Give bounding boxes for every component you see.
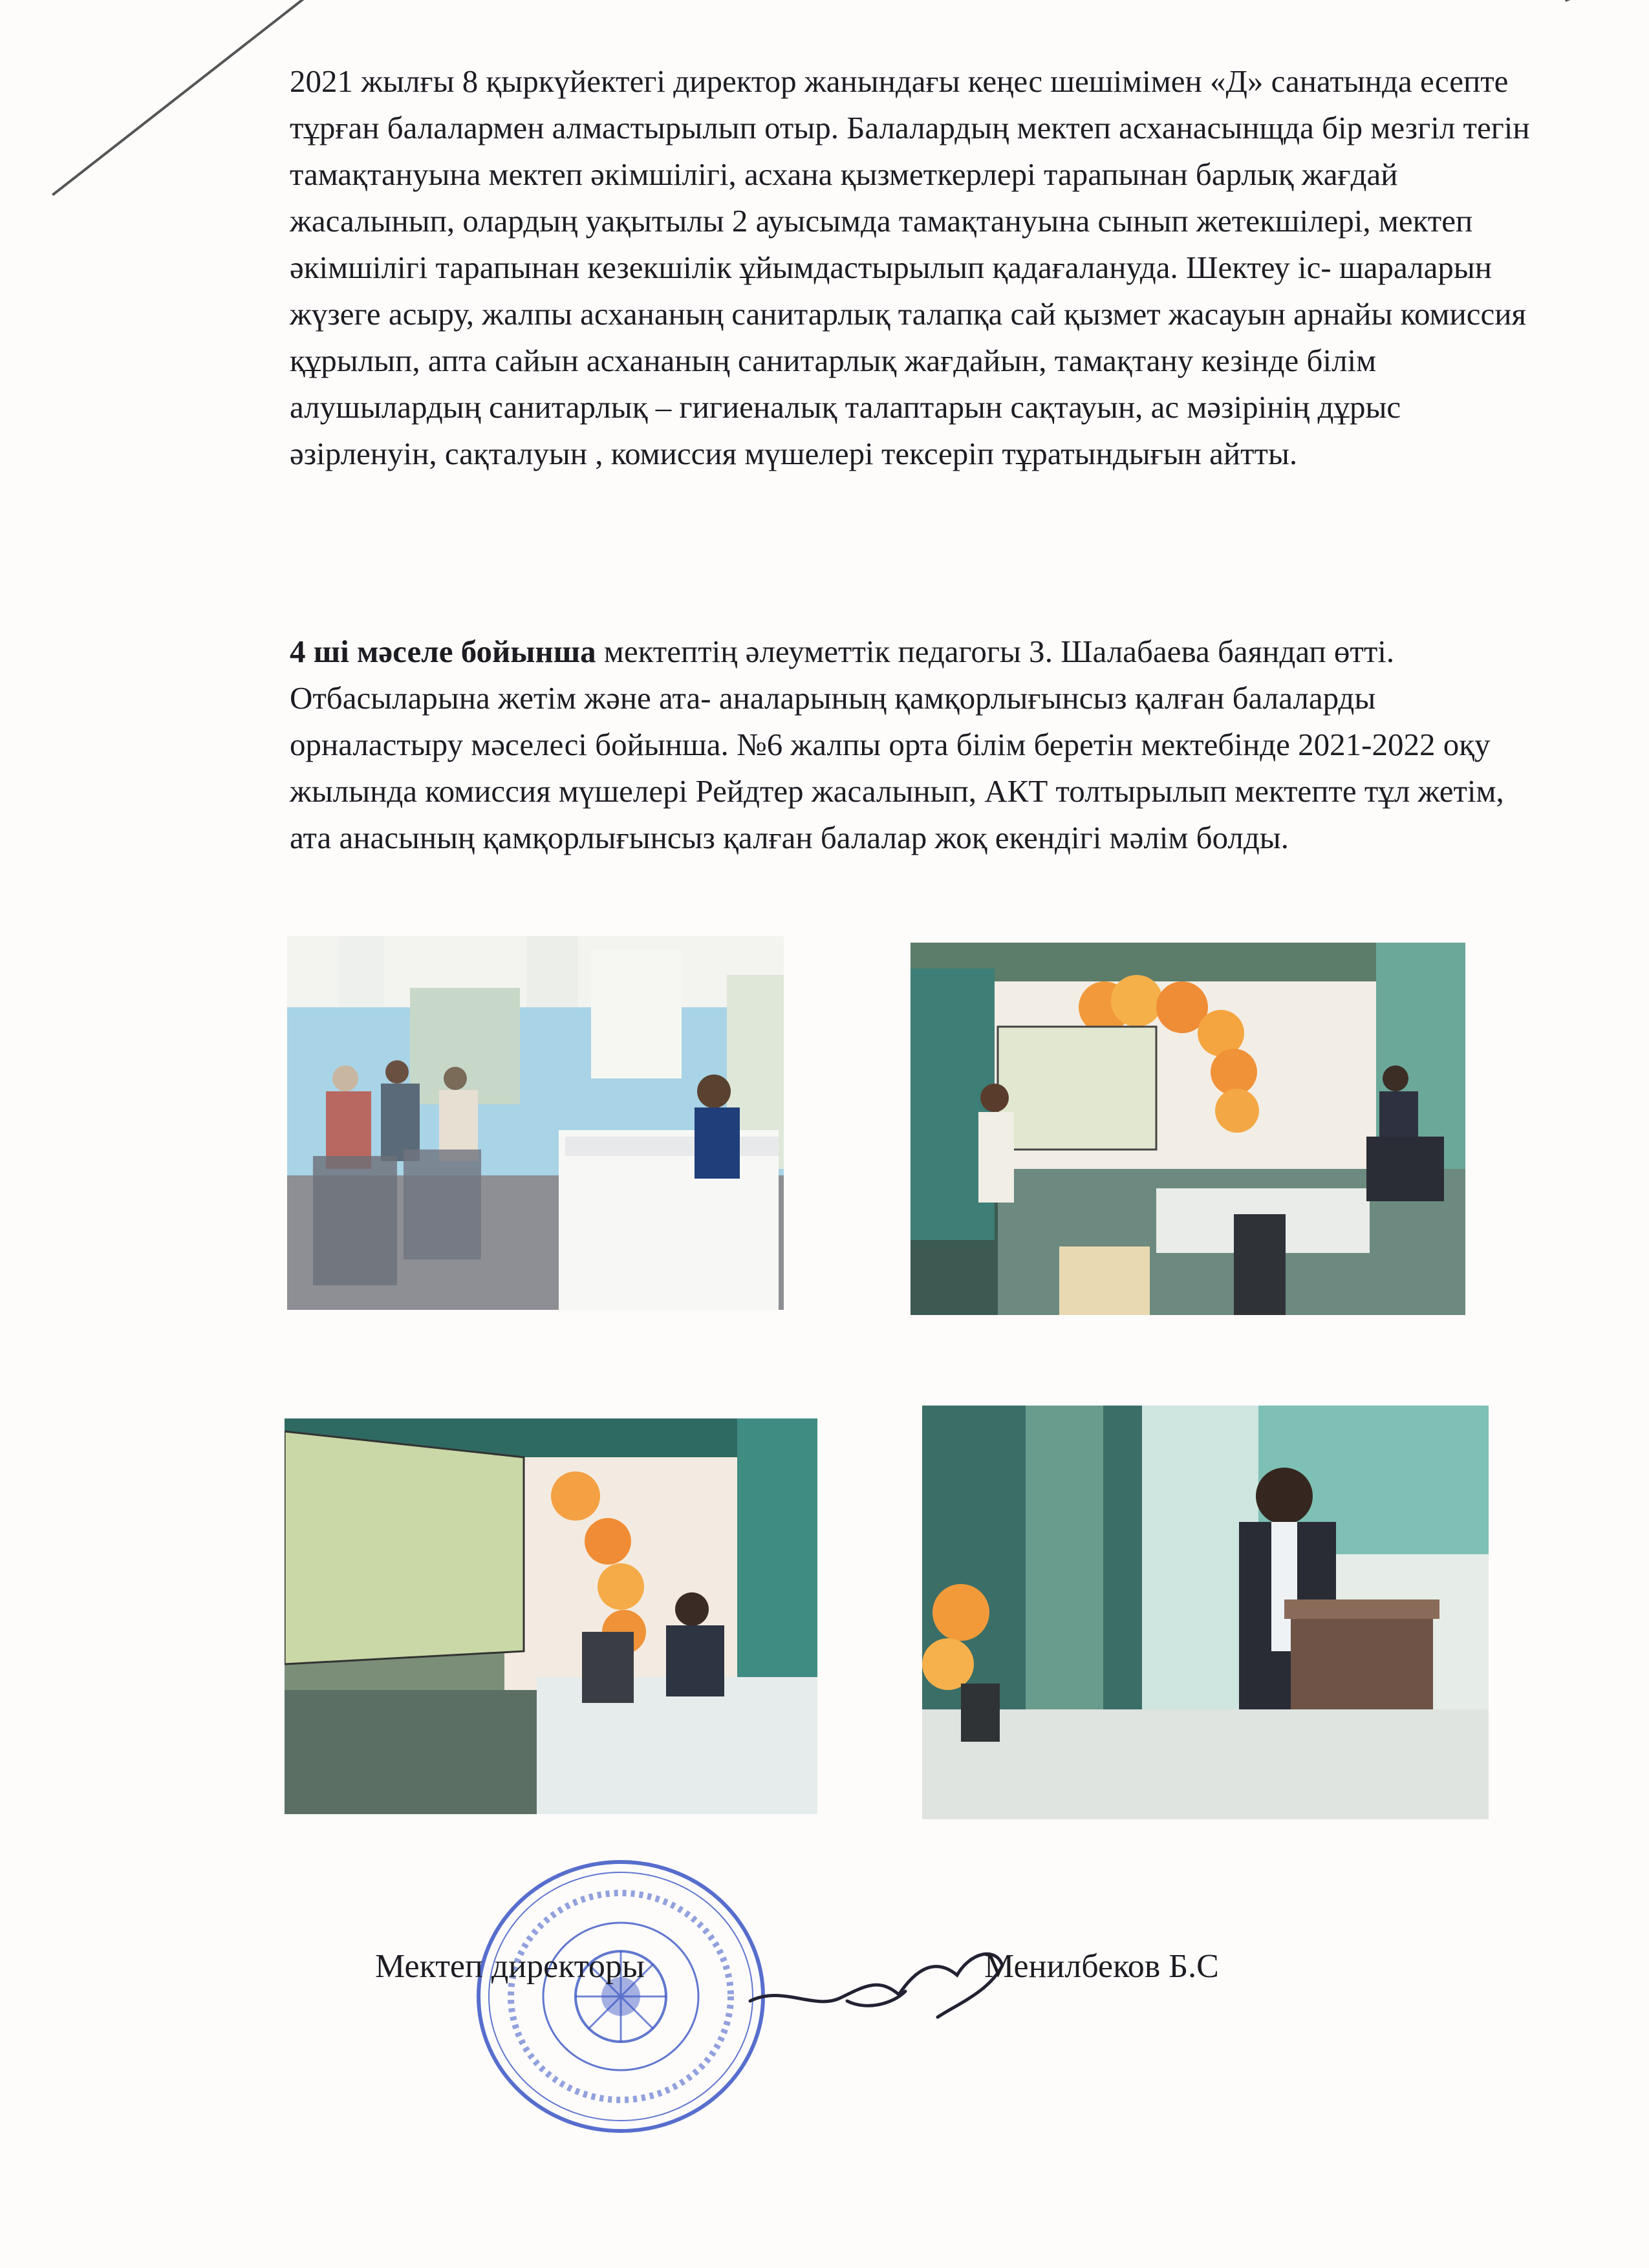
paragraph-2 [290, 628, 1531, 861]
podium-speaker-photo [922, 1406, 1489, 1819]
scan-crease-line [52, 0, 308, 196]
assembly-hall-speaker-photo [911, 943, 1465, 1315]
paragraph-1-text: 2021 жылғы 8 қыркүйектегі директор жанындағы кеңес шешімімен «Д» санатында есепте тұрған балалармен алмастырылып отыр. Балалардың мектеп асханасынщда бір мезгіл тегін тамақтануына мектеп әкімшілігі, асхана қызметкерлері тарапынан барлық жағдай жасалынып, олардың уақытылы 2 ауысымда тамақтануына сынып жетекшілері, мектеп әкімшілігі тарапынан кезекшілік ұйымдастырылып қадағалануда. Шектеу іс- шараларын жүзеге асыру, жалпы асхананың санитарлық талапқа сай қызмет жасауын арнайы комиссия құрылып, апта сайын асхананың санитарлық жағдайын, тамақтану кезінде білім алушылардың санитарлық – гигиеналық талаптарын сақтауын, ас мәзірінің дұрыс әзірленуін, сақталуын , комиссия мүшелері тексеріп тұратындығын айтты. [290, 63, 1530, 471]
scan-corner-fold [1565, 0, 1649, 2]
issue-heading: 4 ші мәселе бойынша [290, 634, 596, 669]
meeting-room-photo [287, 936, 784, 1310]
director-name: Менилбеков Б.С [984, 1948, 1219, 1985]
official-round-stamp [472, 1854, 770, 2139]
director-handwritten-signature [744, 1940, 1015, 2037]
paragraph-2-text: мектептің әлеуметтік педагогы З. Шалабаева баяндап өтті. Отбасыларына жетім және ата- аналарының қамқорлығынсыз қалған балаларды орналастыру мәселесі бойынша. №6 жалпы орта білім беретін мектебінде 2021-2022 оқу жылында комиссия мүшелері Рейдтер жасалынып, АКТ толтырылып мектепте тұл жетім, ата анасының қамқорлығынсыз қалған балалар жоқ екендігі мәлім болды. [290, 634, 1504, 855]
director-title: Мектеп директоры [375, 1948, 645, 1985]
paragraph-issue-4 [290, 628, 1531, 861]
projector-presentation-photo [285, 1418, 817, 1814]
paragraph-canteen-report [290, 58, 1531, 477]
